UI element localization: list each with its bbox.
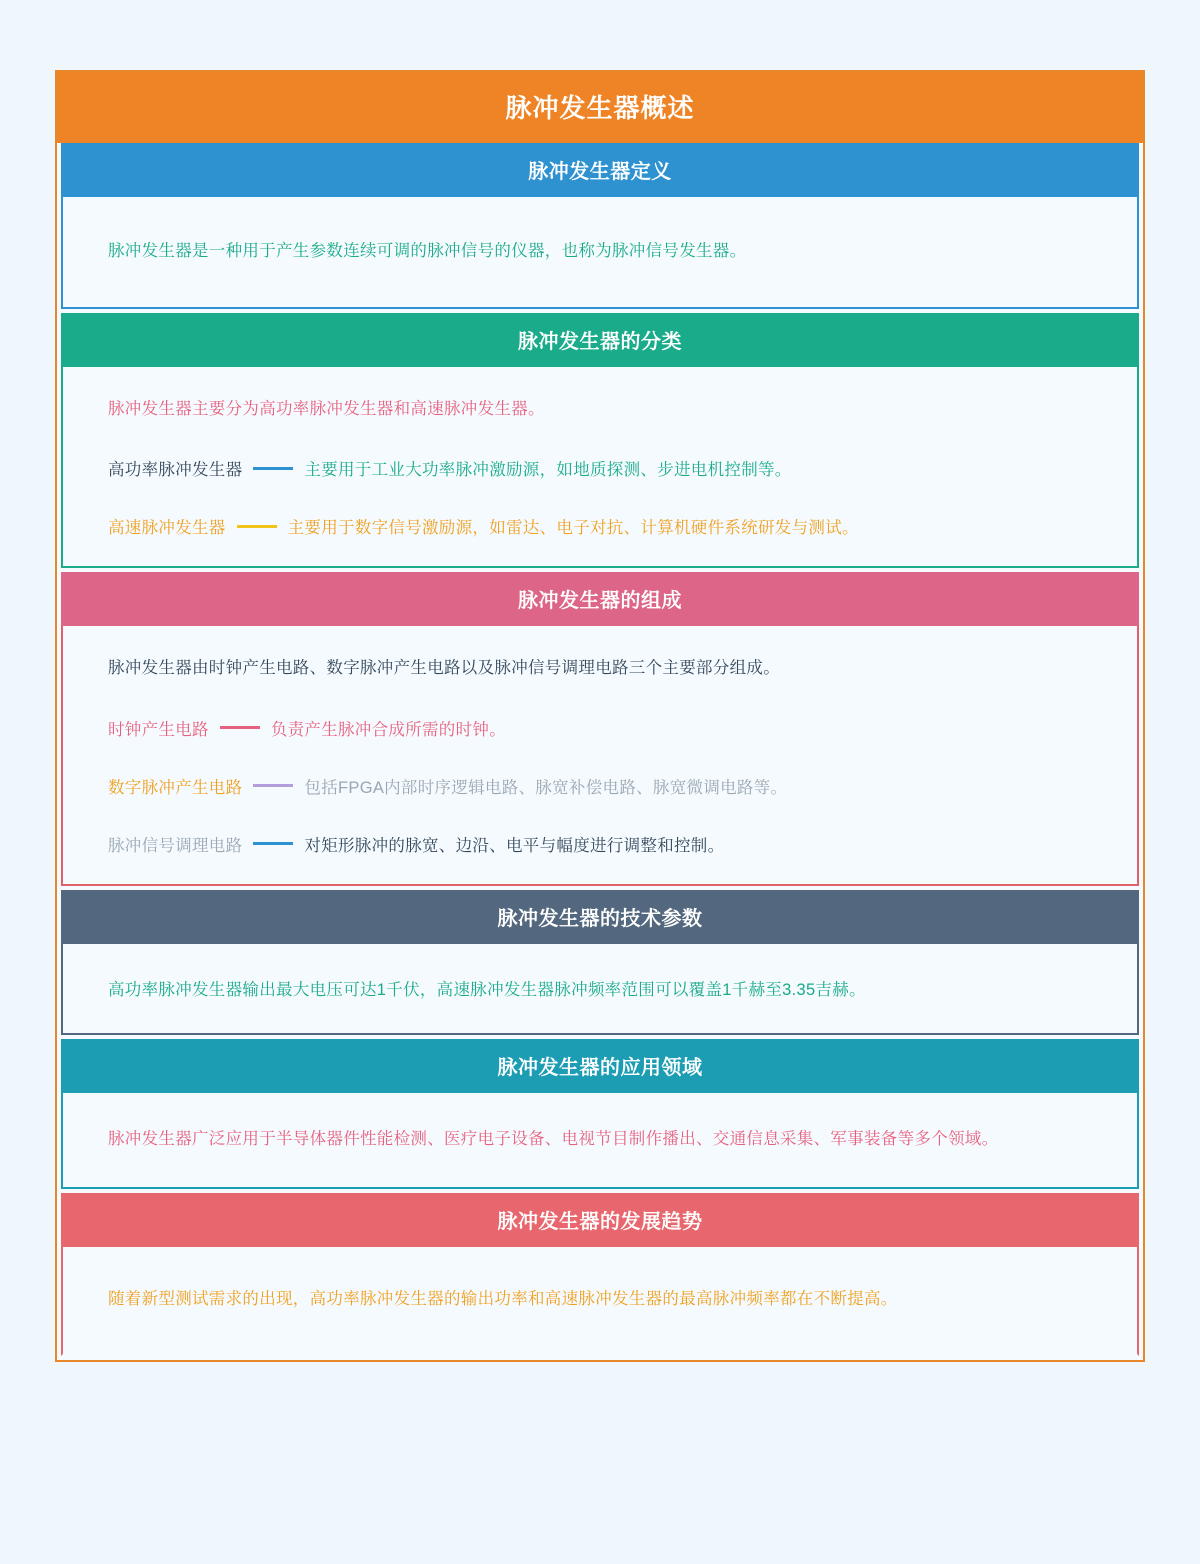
section-header: 脉冲发生器定义 bbox=[61, 143, 1139, 197]
paragraph: 脉冲发生器是一种用于产生参数连续可调的脉冲信号的仪器，也称为脉冲信号发生器。 bbox=[108, 242, 747, 260]
kv-key: 高功率脉冲发生器 bbox=[108, 461, 243, 480]
section-composition bbox=[61, 572, 1139, 886]
section-classification bbox=[61, 313, 1139, 569]
section-body bbox=[61, 626, 1139, 886]
kv-value: 包括FPGA内部时序逻辑电路、脉宽补偿电路、脉宽微调电路等。 bbox=[304, 778, 788, 797]
kv-key: 数字脉冲产生电路 bbox=[108, 778, 243, 797]
key-value-row bbox=[108, 716, 1092, 740]
section-applications bbox=[61, 1039, 1139, 1189]
section-header: 脉冲发生器的组成 bbox=[61, 572, 1139, 626]
kv-value: 主要用于工业大功率脉冲激励源，如地质探测、步进电机控制等。 bbox=[304, 461, 792, 480]
section-header: 脉冲发生器的分类 bbox=[61, 313, 1139, 367]
kv-key: 脉冲信号调理电路 bbox=[108, 836, 243, 855]
section-body bbox=[61, 1093, 1139, 1189]
section-body bbox=[61, 944, 1139, 1036]
key-value-row bbox=[108, 514, 1092, 538]
paragraph: 脉冲发生器广泛应用于半导体器件性能检测、医疗电子设备、电视节目制作播出、交通信息采集、军事装备等多个领域。 bbox=[108, 1130, 999, 1149]
key-value-row bbox=[108, 832, 1092, 856]
dash-connector-icon bbox=[220, 726, 260, 729]
paragraph: 随着新型测试需求的出现，高功率脉冲发生器的输出功率和高速脉冲发生器的最高脉冲频率都在不断提高。 bbox=[108, 1289, 898, 1308]
section-header: 脉冲发生器的发展趋势 bbox=[61, 1193, 1139, 1247]
dash-connector-icon bbox=[237, 525, 277, 528]
kv-key: 高速脉冲发生器 bbox=[108, 519, 226, 538]
kv-value: 负责产生脉冲合成所需的时钟。 bbox=[270, 720, 507, 739]
section-header: 脉冲发生器的应用领域 bbox=[61, 1039, 1139, 1093]
section-definition bbox=[61, 143, 1139, 309]
section-body bbox=[61, 197, 1139, 309]
kv-key: 时钟产生电路 bbox=[108, 720, 209, 739]
dash-connector-icon bbox=[253, 784, 293, 787]
key-value-row bbox=[108, 456, 1092, 480]
page-title: 脉冲发生器概述 bbox=[57, 72, 1143, 143]
document-outline bbox=[55, 70, 1145, 1362]
kv-value: 主要用于数字信号激励源，如雷达、电子对抗、计算机硬件系统研发与测试。 bbox=[287, 519, 859, 538]
dash-connector-icon bbox=[253, 842, 293, 845]
section-trends bbox=[61, 1193, 1139, 1357]
section-technical-parameters bbox=[61, 890, 1139, 1036]
paragraph: 脉冲发生器由时钟产生电路、数字脉冲产生电路以及脉冲信号调理电路三个主要部分组成。 bbox=[108, 659, 780, 678]
dash-connector-icon bbox=[253, 467, 293, 470]
section-body bbox=[61, 1247, 1139, 1357]
kv-value: 对矩形脉冲的脉宽、边沿、电平与幅度进行调整和控制。 bbox=[304, 836, 725, 855]
paragraph: 脉冲发生器主要分为高功率脉冲发生器和高速脉冲发生器。 bbox=[108, 399, 545, 418]
paragraph: 高功率脉冲发生器输出最大电压可达1千伏，高速脉冲发生器脉冲频率范围可以覆盖1千赫至3.35吉赫。 bbox=[108, 980, 866, 999]
section-header: 脉冲发生器的技术参数 bbox=[61, 890, 1139, 944]
section-body bbox=[61, 367, 1139, 569]
key-value-row bbox=[108, 774, 1092, 798]
